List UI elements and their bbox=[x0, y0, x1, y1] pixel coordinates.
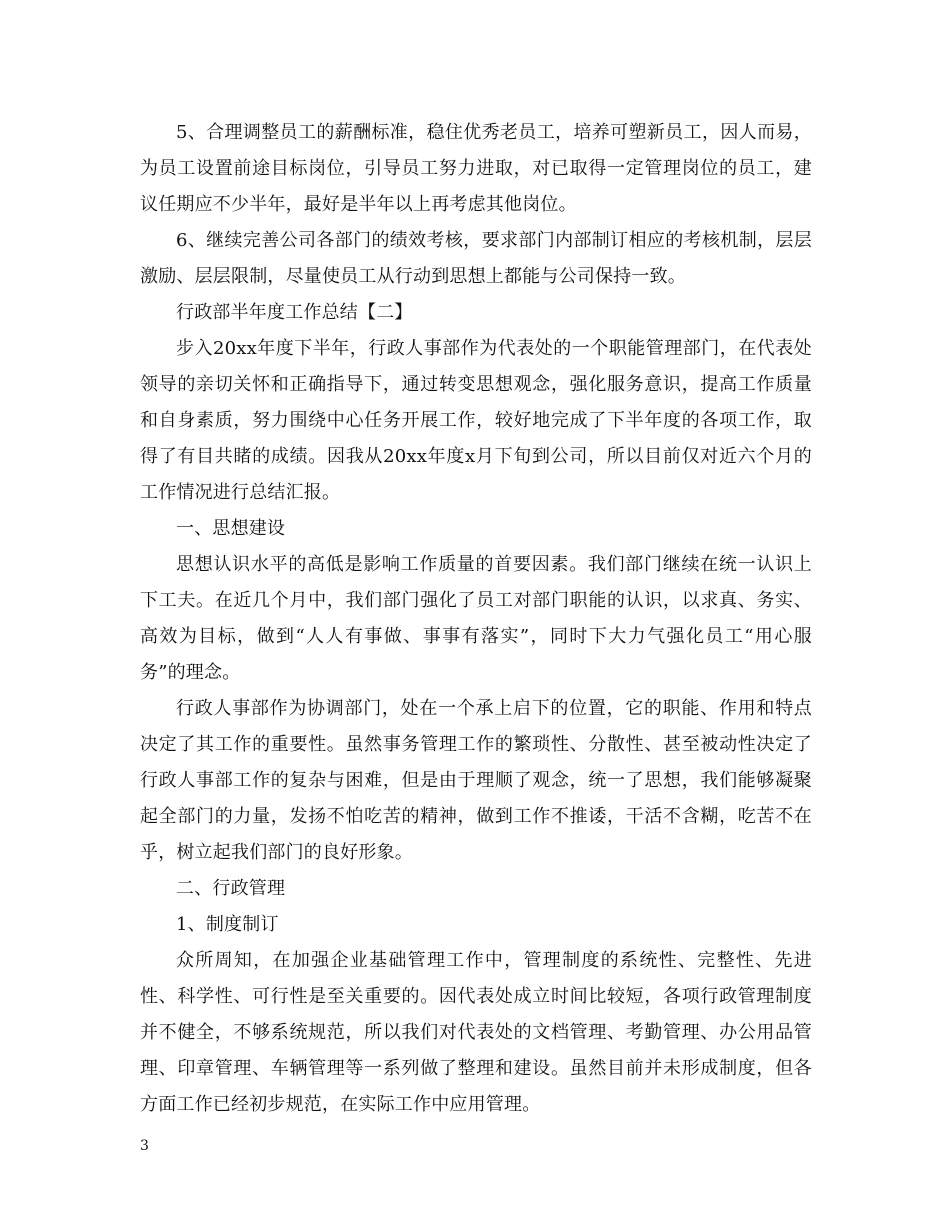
paragraph-salary-adjustment: 5、合理调整员工的薪酬标准，稳住优秀老员工，培养可塑新员工，因人而易，为员工设置前途目标岗位，引导员工努力进取，对已取得一定管理岗位的员工，建议任期应不少半年，最好是半年以上再考虑其他岗位。 bbox=[140, 122, 812, 215]
page-number: 3 bbox=[140, 1138, 149, 1154]
paragraph-coordination-role: 行政人事部作为协调部门，处在一个承上启下的位置，它的职能、作用和特点决定了其工作的重要性。虽然事务管理工作的繁琐性、分散性、甚至被动性决定了行政人事部工作的复杂与困难，但是由于理顺了观念，统一了思想，我们能够凝聚起全部门的力量，发扬不怕吃苦的精神，做到工作不推诿，干活不含糊，吃苦不在乎，树立起我们部门的良好形象。 bbox=[140, 698, 812, 863]
subheading-system-formulation: 1、制度制订 bbox=[176, 914, 279, 935]
paragraph-introduction: 步入20xx年度下半年，行政人事部作为代表处的一个职能管理部门，在代表处领导的亲切关怀和正确指导下，通过转变思想观念，强化服务意识，提高工作质量和自身素质，努力围绕中心任务开展工作，较好地完成了下半年度的各项工作，取得了有目共睹的成绩。因我从20xx年度x月下旬到公司，所以目前仅对近六个月的工作情况进行总结汇报。 bbox=[140, 338, 812, 503]
section-title-summary-two: 行政部半年度工作总结【二】 bbox=[176, 302, 413, 323]
paragraph-ideological-awareness: 思想认识水平的高低是影响工作质量的首要因素。我们部门继续在统一认识上下工夫。在近几个月中，我们部门强化了员工对部门职能的认识，以求真、务实、高效为目标，做到“人人有事做、事事有落实”，同时下大力气强化员工“用心服务”的理念。 bbox=[140, 554, 812, 683]
document-body bbox=[140, 115, 812, 1123]
paragraph-system-formulation: 众所周知，在加强企业基础管理工作中，管理制度的系统性、完整性、先进性、科学性、可行性是至关重要的。因代表处成立时间比较短，各项行政管理制度并不健全，不够系统规范，所以我们对代表处的文档管理、考勤管理、办公用品管理、印章管理、车辆管理等一系列做了整理和建设。虽然目前并未形成制度，但各方面工作已经初步规范，在实际工作中应用管理。 bbox=[140, 950, 812, 1115]
heading-administrative-management: 二、行政管理 bbox=[176, 878, 286, 899]
heading-ideological-construction: 一、思想建设 bbox=[176, 518, 286, 539]
paragraph-performance-appraisal: 6、继续完善公司各部门的绩效考核，要求部门内部制订相应的考核机制，层层激励、层层限制，尽量使员工从行动到思想上都能与公司保持一致。 bbox=[140, 230, 812, 287]
